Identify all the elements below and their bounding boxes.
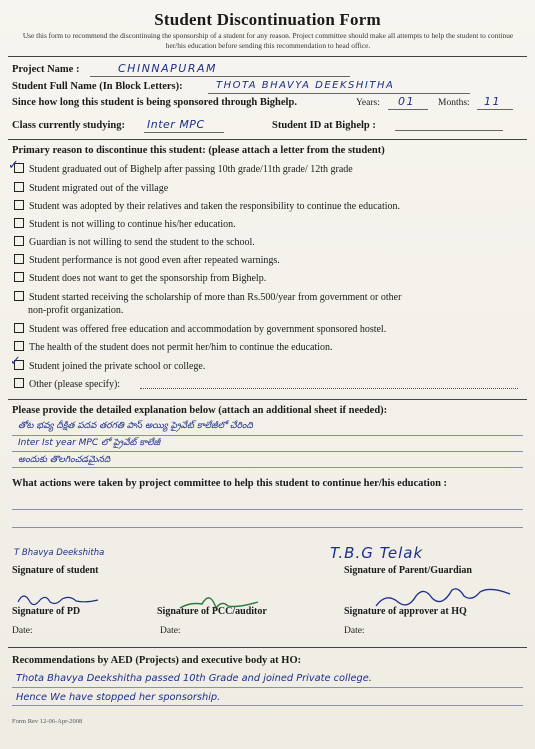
pd-signature-label: Signature of PD: [12, 606, 81, 617]
months-label: Months:: [438, 98, 470, 108]
parent-signature-label: Signature of Parent/Guardian: [344, 565, 472, 576]
recommendations-line-1: [12, 687, 523, 688]
pd-date-label: Date:: [12, 626, 33, 636]
class-label: Class currently studying:: [12, 120, 125, 131]
months-value[interactable]: 11: [484, 95, 501, 108]
reason-checkbox[interactable]: [14, 323, 24, 333]
project-name-value[interactable]: CHINNAPURAM: [118, 62, 218, 75]
reason-checkbox[interactable]: [14, 254, 24, 264]
approver-signature-label: Signature of approver at HQ: [344, 606, 467, 617]
reason-checkbox[interactable]: [14, 236, 24, 246]
reasons-divider: [8, 399, 527, 400]
student-id-label: Student ID at Bighelp :: [272, 120, 376, 131]
reason-checkbox[interactable]: [14, 378, 24, 388]
reason-option-5[interactable]: Guardian is not willing to send the student to the school.: [14, 236, 255, 248]
months-line: [477, 109, 513, 110]
reason-option-2[interactable]: Student migrated out of the village: [14, 182, 168, 194]
recommendations-heading: Recommendations by AED (Projects) and executive body at HO:: [12, 655, 302, 666]
approver-date-label: Date:: [344, 626, 365, 636]
explanation-line-1: [12, 435, 523, 436]
explanation-line-3: [12, 467, 523, 468]
explanation-text-2[interactable]: Inter Ist year MPC లో ప్రైవేట్ కాలేజీ: [18, 438, 161, 448]
recommendations-text-1[interactable]: Thota Bhavya Deekshitha passed 10th Grade and joined Private college.: [16, 673, 372, 684]
project-name-label: Project Name :: [12, 64, 80, 75]
student-name-value[interactable]: THOTA BHAVYA DEEKSHITHA: [216, 80, 395, 91]
class-value[interactable]: Inter MPC: [147, 118, 205, 131]
recommendations-text-2[interactable]: Hence We have stopped her sponsorship.: [16, 692, 221, 703]
check-mark-icon: ✓: [10, 354, 21, 369]
student-signature-label: Signature of student: [12, 565, 99, 576]
explanation-text-3[interactable]: అందుకు తొలగించడమైనది: [18, 455, 111, 465]
reason-option-7[interactable]: Student does not want to get the sponsorship from Bighelp.: [14, 272, 266, 284]
reason-option-other[interactable]: Other (please specify):: [14, 378, 120, 390]
explanation-heading: Please provide the detailed explanation below (attach an additional sheet if needed):: [12, 405, 388, 416]
student-name-line: [208, 93, 470, 94]
form-revision: Form Rev 12-06-Apr-2008: [12, 718, 83, 725]
reason-option-10[interactable]: The health of the student does not permit her/him to continue the education.: [14, 341, 333, 353]
years-label: Years:: [356, 98, 380, 108]
check-mark-icon: ✓: [8, 158, 19, 173]
reasons-heading: Primary reason to discontinue this student: (please attach a letter from the student): [12, 145, 385, 156]
other-specify-line: [140, 388, 518, 389]
reason-option-3[interactable]: Student was adopted by their relatives and taken the responsibility to continue the education.: [14, 200, 400, 212]
student-name-label: Student Full Name (In Block Letters):: [12, 81, 183, 92]
reason-option-1[interactable]: Student graduated out of Bighelp after passing 10th grade/11th grade/ 12th grade: [14, 163, 353, 175]
reason-option-6[interactable]: Student performance is not good even after repeated warnings.: [14, 254, 280, 266]
years-value[interactable]: 01: [398, 95, 415, 108]
reason-checkbox[interactable]: [14, 182, 24, 192]
form-intro: Use this form to recommend the discontinuing the sponsorship of a student for any reason. Project committee should make all attempts to help the student to continue her/his education before sending this recommendation to head office.: [22, 31, 514, 50]
reason-checkbox[interactable]: [14, 341, 24, 351]
reason-option-9[interactable]: Student was offered free education and accommodation by government sponsored hostel.: [14, 323, 386, 335]
reason-checkbox[interactable]: [14, 200, 24, 210]
student-id-line: [395, 130, 503, 131]
student-signature: T Bhavya Deekshitha: [14, 548, 105, 558]
reason-checkbox[interactable]: [14, 291, 24, 301]
signatures-divider: [8, 647, 527, 648]
pcc-date-label: Date:: [160, 626, 181, 636]
explanation-text-1[interactable]: తోట భవ్య దీక్షిత పదవ తరగతి పాస్ అయ్యి ప్రైవేట్ కాలేజీలో చేరింది: [18, 421, 253, 431]
details-divider: [8, 139, 527, 140]
explanation-line-2: [12, 451, 523, 452]
years-line: [388, 109, 428, 110]
class-line: [144, 132, 224, 133]
reason-option-11[interactable]: Student joined the private school or college.: [14, 360, 205, 372]
pcc-signature-label: Signature of PCC/auditor: [157, 606, 267, 617]
reason-option-4[interactable]: Student is not willing to continue his/her education.: [14, 218, 236, 230]
reason-checkbox[interactable]: [14, 272, 24, 282]
form-title: Student Discontinuation Form: [154, 10, 381, 29]
actions-line-2: [12, 527, 523, 528]
recommendations-line-2: [12, 705, 523, 706]
actions-line-1: [12, 509, 523, 510]
parent-signature: T.B.G Telak: [330, 544, 424, 562]
reason-option-8-continued: non-profit organization.: [28, 305, 124, 316]
project-name-line: [90, 76, 350, 77]
actions-heading: What actions were taken by project committee to help this student to continue her/his education :: [12, 478, 448, 489]
reason-checkbox[interactable]: [14, 218, 24, 228]
reason-option-8[interactable]: Student started receiving the scholarship of more than Rs.500/year from government or other: [14, 291, 401, 303]
header-divider: [8, 56, 527, 57]
sponsored-since-label: Since how long this student is being sponsored through Bighelp.: [12, 97, 297, 108]
